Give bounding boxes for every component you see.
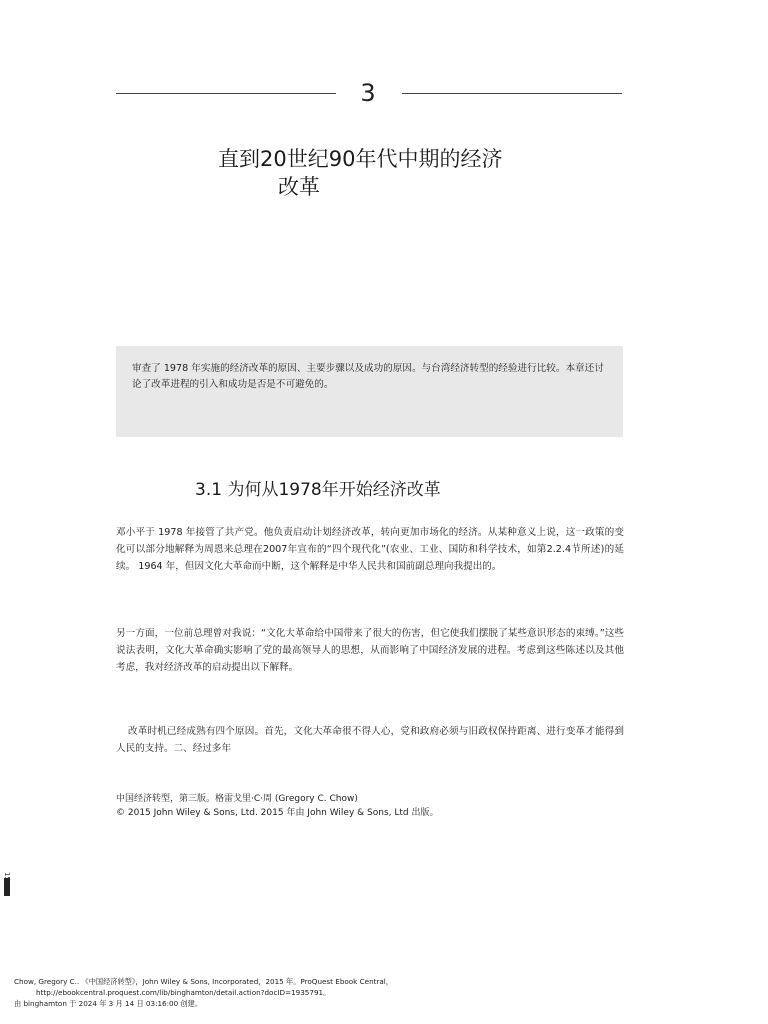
footer-line-1: Chow, Gregory C.. 《中国经济转型》，John Wiley & Sons, Incorporated，2015 年。ProQuest Ebook Central，: [14, 977, 393, 986]
chapter-rule-left: [116, 93, 336, 94]
side-mark-text: 15。: [3, 872, 11, 888]
footer-line-3: 由 binghamton 于 2024 年 3 月 14 日 03:16:00 创建。: [14, 999, 203, 1008]
chapter-number: 3: [360, 79, 376, 107]
section-heading: 3.1 为何从1978年开始经济改革: [195, 480, 441, 500]
copyright-line-2: © 2015 John Wiley & Sons, Ltd. 2015 年由 John Wiley & Sons, Ltd 出版。: [116, 808, 439, 818]
chapter-title: [218, 145, 548, 201]
chapter-title-line2: 改革: [278, 175, 320, 199]
body-paragraph-3: 改革时机已经成熟有四个原因。首先，文化大革命很不得人心，党和政府必须与旧政权保持距离、进行变革才能得到人民的支持。二、经过多年: [116, 726, 624, 754]
footer-line-2[interactable]: http://ebookcentral.proquest.com/lib/binghamton/detail.action?docID=1935791。: [36, 988, 331, 997]
chapter-abstract-box: [116, 346, 623, 437]
citation-footer: [14, 976, 754, 1009]
body-paragraph-1: 邓小平于 1978 年接管了共产党。他负责启动计划经济改革，转向更加市场化的经济。从某种意义上说，这一政策的变化可以部分地解释为周恩来总理在2007年宣布的“四个现代化”(农业、工业、国防和科学技术，如第2.2.4节所述)的延续。 1964 年，但因文化大革命而中断，这个解释是中华人民共和国前副总理向我提出的。: [116, 527, 624, 572]
chapter-title-line1: 直到20世纪90年代中期的经济: [218, 147, 503, 171]
body-paragraph-2: 另一方面，一位前总理曾对我说：“文化大革命给中国带来了很大的伤害，但它使我们摆脱了某些意识形态的束缚。”这些说法表明，文化大革命确实影响了党的最高领导人的思想，从而影响了中国经济发展的进程。考虑到这些陈述以及其他考虑，我对经济改革的启动提出以下解释。: [116, 628, 624, 673]
chapter-rule-right: [402, 93, 622, 94]
copyright-block: [116, 792, 626, 820]
side-page-mark: [2, 872, 16, 902]
chapter-abstract-text: 审查了 1978 年实施的经济改革的原因、主要步骤以及成功的原因。与台湾经济转型的经验进行比较。本章还讨论了改革进程的引入和成功是否是不可避免的。: [132, 363, 604, 390]
copyright-line-1: 中国经济转型，第三版。格雷戈里·C·周 (Gregory C. Chow): [116, 794, 358, 804]
